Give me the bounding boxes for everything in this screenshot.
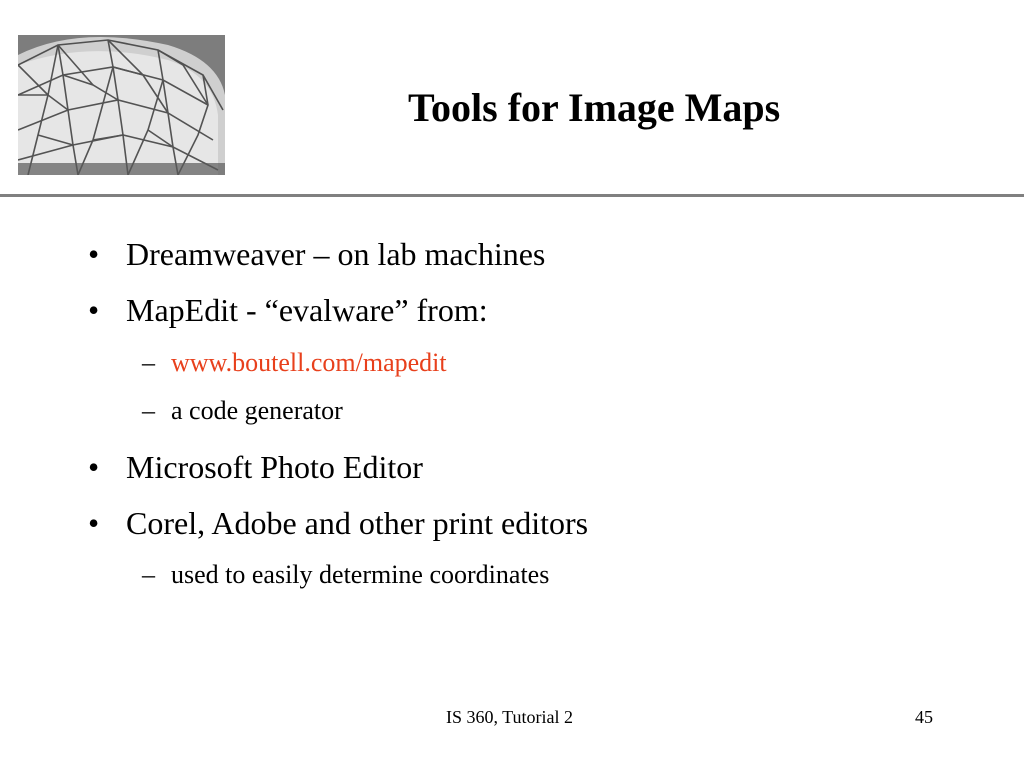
page-number: 45 [915, 707, 933, 727]
bullet-marker: • [88, 236, 100, 272]
title-divider [0, 194, 1024, 197]
list-item-text: a code generator [171, 396, 343, 425]
list-item-text: MapEdit - “evalware” from: [126, 292, 488, 328]
bullet-marker: • [88, 449, 100, 485]
list-item-text: Microsoft Photo Editor [126, 449, 423, 485]
dash-marker: – [142, 348, 155, 377]
bullet-marker: • [88, 505, 100, 541]
list-item-text: used to easily determine coordinates [171, 560, 550, 589]
footer-course-label: IS 360, Tutorial 2 [446, 707, 574, 727]
list-item-text: Dreamweaver – on lab machines [126, 236, 546, 272]
bullet-marker: • [88, 292, 100, 328]
dash-marker: – [142, 396, 155, 425]
list-item-text: Corel, Adobe and other print editors [126, 505, 589, 541]
dash-marker: – [142, 560, 155, 589]
geodesic-dome-photo-icon [18, 35, 225, 175]
mapedit-link[interactable]: www.boutell.com/mapedit [171, 348, 447, 377]
slide-title: Tools for Image Maps [408, 85, 781, 130]
